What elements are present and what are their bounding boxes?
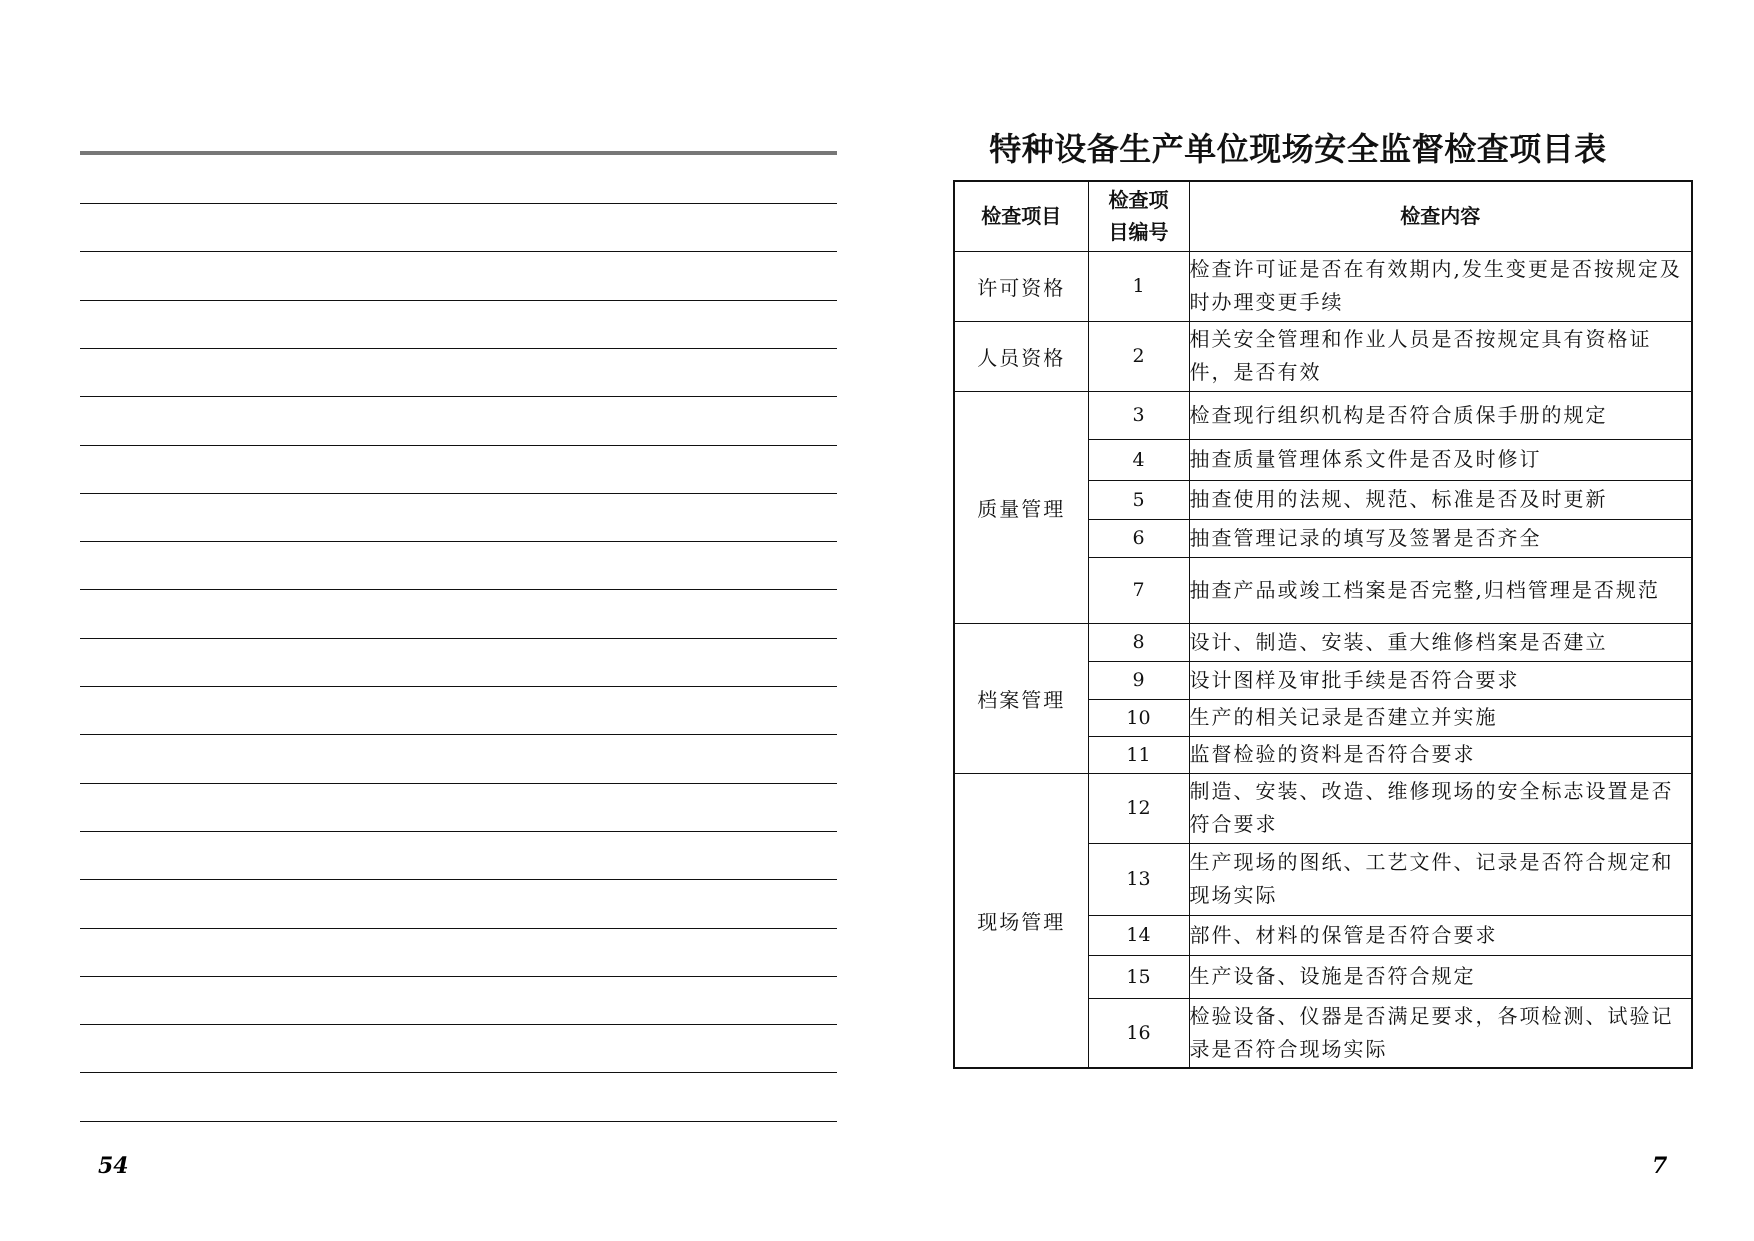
category-cell: 现场管理 [954,773,1088,1068]
category-cell: 质量管理 [954,391,1088,623]
item-content: 生产现场的图纸、工艺文件、记录是否符合规定和现场实际 [1189,843,1692,915]
item-content: 检查现行组织机构是否符合质保手册的规定 [1189,391,1692,439]
top-rule [80,151,837,155]
header-item: 检查项目 [954,181,1088,251]
item-number: 2 [1088,321,1189,391]
note-line [80,1121,837,1122]
item-number: 13 [1088,843,1189,915]
note-line [80,879,837,880]
table-row [954,623,1692,661]
note-line [80,976,837,977]
item-number: 7 [1088,557,1189,623]
item-content: 相关安全管理和作业人员是否按规定具有资格证件，是否有效 [1189,321,1692,391]
item-content: 抽查使用的法规、规范、标准是否及时更新 [1189,480,1692,519]
note-line [80,541,837,542]
left-page-number: 54 [98,1153,129,1179]
item-number: 15 [1088,955,1189,998]
header-number [1088,181,1189,251]
note-line [80,734,837,735]
category-cell: 许可资格 [954,251,1088,321]
item-number: 5 [1088,480,1189,519]
header-number-line1: 检查项 [1108,188,1169,213]
table-row [954,773,1692,843]
note-line [80,1024,837,1025]
item-content: 监督检验的资料是否符合要求 [1189,736,1692,773]
header-number-line2: 目编号 [1108,220,1169,245]
inspection-table [953,180,1693,1069]
table-row [954,391,1692,439]
note-line [80,928,837,929]
right-page-number: 7 [1652,1153,1668,1179]
item-number: 16 [1088,998,1189,1068]
item-content: 检查许可证是否在有效期内,发生变更是否按规定及时办理变更手续 [1189,251,1692,321]
note-line [80,783,837,784]
item-content: 设计图样及审批手续是否符合要求 [1189,661,1692,699]
item-content: 抽查产品或竣工档案是否完整,归档管理是否规范 [1189,557,1692,623]
note-line [80,686,837,687]
note-line [80,589,837,590]
category-cell: 档案管理 [954,623,1088,773]
table-row [954,251,1692,321]
item-number: 11 [1088,736,1189,773]
note-line [80,493,837,494]
note-line [80,1072,837,1073]
item-content: 设计、制造、安装、重大维修档案是否建立 [1189,623,1692,661]
item-number: 8 [1088,623,1189,661]
item-content: 生产的相关记录是否建立并实施 [1189,699,1692,736]
item-number: 9 [1088,661,1189,699]
item-number: 1 [1088,251,1189,321]
item-content: 部件、材料的保管是否符合要求 [1189,915,1692,955]
item-number: 6 [1088,519,1189,557]
item-number: 3 [1088,391,1189,439]
item-number: 12 [1088,773,1189,843]
page-title: 特种设备生产单位现场安全监督检查项目表 [989,130,1607,168]
note-line [80,831,837,832]
note-line [80,300,837,301]
item-content: 检验设备、仪器是否满足要求，各项检测、试验记录是否符合现场实际 [1189,998,1692,1068]
item-number: 10 [1088,699,1189,736]
note-line [80,251,837,252]
item-content: 抽查质量管理体系文件是否及时修订 [1189,439,1692,480]
note-line [80,638,837,639]
item-content: 抽查管理记录的填写及签署是否齐全 [1189,519,1692,557]
table-row [954,321,1692,391]
note-line [80,396,837,397]
table-header-row [954,181,1692,251]
header-content: 检查内容 [1189,181,1692,251]
note-line [80,445,837,446]
item-content: 生产设备、设施是否符合规定 [1189,955,1692,998]
item-number: 14 [1088,915,1189,955]
note-line [80,203,837,204]
note-line [80,348,837,349]
category-cell: 人员资格 [954,321,1088,391]
item-number: 4 [1088,439,1189,480]
item-content: 制造、安装、改造、维修现场的安全标志设置是否符合要求 [1189,773,1692,843]
